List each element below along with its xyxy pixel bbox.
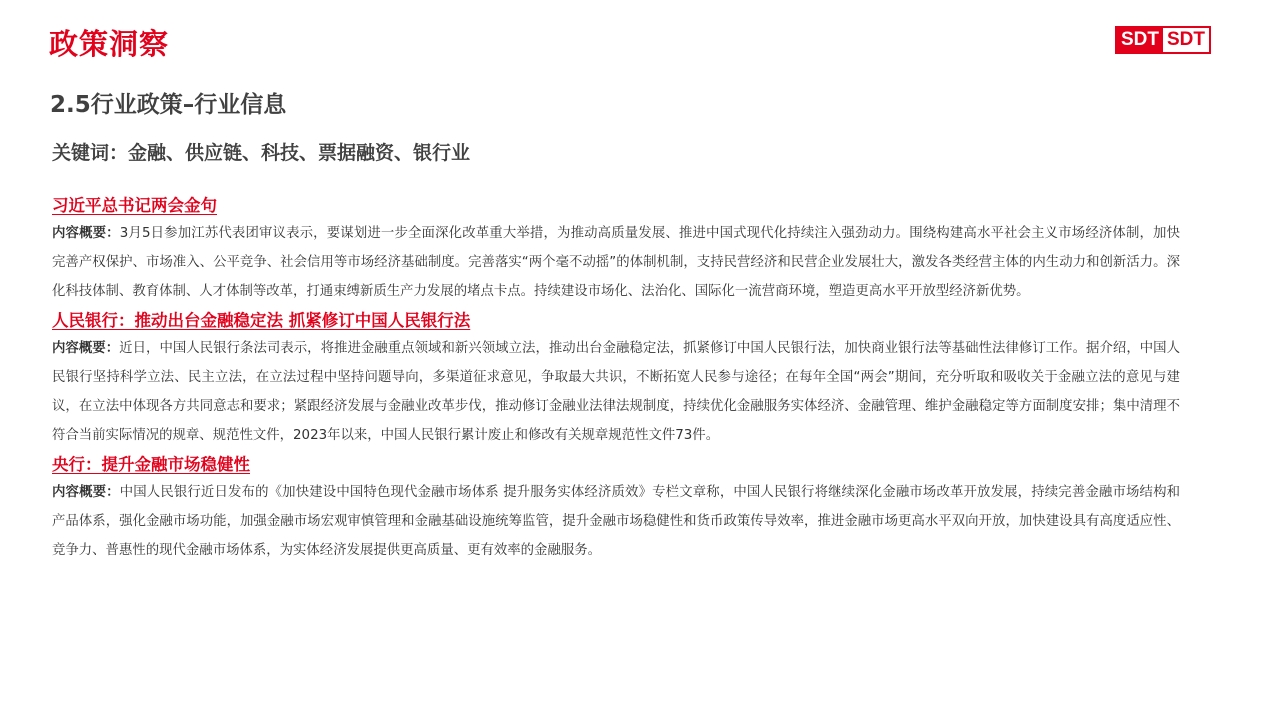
news-item — [52, 452, 1180, 565]
news-item — [52, 193, 1180, 306]
logo-left-text: SDT — [1117, 28, 1163, 52]
sdt-logo — [1115, 26, 1211, 54]
summary-label: 内容概要： — [52, 485, 120, 500]
news-title[interactable]: 人民银行：推动出台金融稳定法 抓紧修订中国人民银行法 — [52, 311, 471, 330]
news-list — [52, 193, 1180, 567]
summary-label: 内容概要： — [52, 341, 120, 356]
logo-right-text: SDT — [1163, 28, 1209, 52]
news-summary — [52, 478, 1180, 565]
keywords-line: 关键词：金融、供应链、科技、票据融资、银行业 — [52, 142, 471, 164]
news-title[interactable]: 央行：提升金融市场稳健性 — [52, 455, 250, 474]
news-summary — [52, 219, 1180, 306]
summary-text: 中国人民银行近日发布的《加快建设中国特色现代金融市场体系 提升服务实体经济质效》专栏文章称，中国人民银行将继续深化金融市场改革开放发展，持续完善金融市场结构和产品体系，强化金融市场功能，加强金融市场宏观审慎管理和金融基础设施统筹监管，提升金融市场稳健性和货币政策传导效率，推进金融市场更高水平双向开放，加快建设具有高度适应性、竞争力、普惠性的现代金融市场体系，为实体经济发展提供更高质量、更有效率的金融服务。 — [52, 485, 1180, 558]
news-summary — [52, 334, 1180, 450]
page-header-title: 政策洞察 — [49, 27, 170, 61]
news-item — [52, 308, 1180, 450]
summary-text: 近日，中国人民银行条法司表示，将推进金融重点领域和新兴领域立法，推动出台金融稳定法，抓紧修订中国人民银行法，加快商业银行法等基础性法律修订工作。据介绍，中国人民银行坚持科学立法、民主立法，在立法过程中坚持问题导向，多渠道征求意见，争取最大共识，不断拓宽人民参与途径；在每年全国“两会”期间，充分听取和吸收关于金融立法的意见与建议，在立法中体现各方共同意志和要求；紧跟经济发展与金融业改革步伐，推动修订金融业法律法规制度，持续优化金融服务实体经济、金融管理、维护金融稳定等方面制度安排；集中清理不符合当前实际情况的规章、规范性文件，2023年以来，中国人民银行累计废止和修改有关规章规范性文件73件。 — [52, 341, 1181, 443]
summary-text: 3月5日参加江苏代表团审议表示，要谋划进一步全面深化改革重大举措，为推动高质量发展、推进中国式现代化持续注入强劲动力。围绕构建高水平社会主义市场经济体制，加快完善产权保护、市场准入、公平竞争、社会信用等市场经济基础制度。完善落实“两个毫不动摇”的体制机制，支持民营经济和民营企业发展壮大，激发各类经营主体的内生动力和创新活力。深化科技体制、教育体制、人才体制等改革，打通束缚新质生产力发展的堵点卡点。持续建设市场化、法治化、国际化一流营商环境，塑造更高水平开放型经济新优势。 — [52, 226, 1180, 299]
section-heading: 2.5行业政策–行业信息 — [50, 92, 287, 118]
summary-label: 内容概要： — [52, 226, 120, 241]
news-title[interactable]: 习近平总书记两会金句 — [52, 196, 217, 215]
